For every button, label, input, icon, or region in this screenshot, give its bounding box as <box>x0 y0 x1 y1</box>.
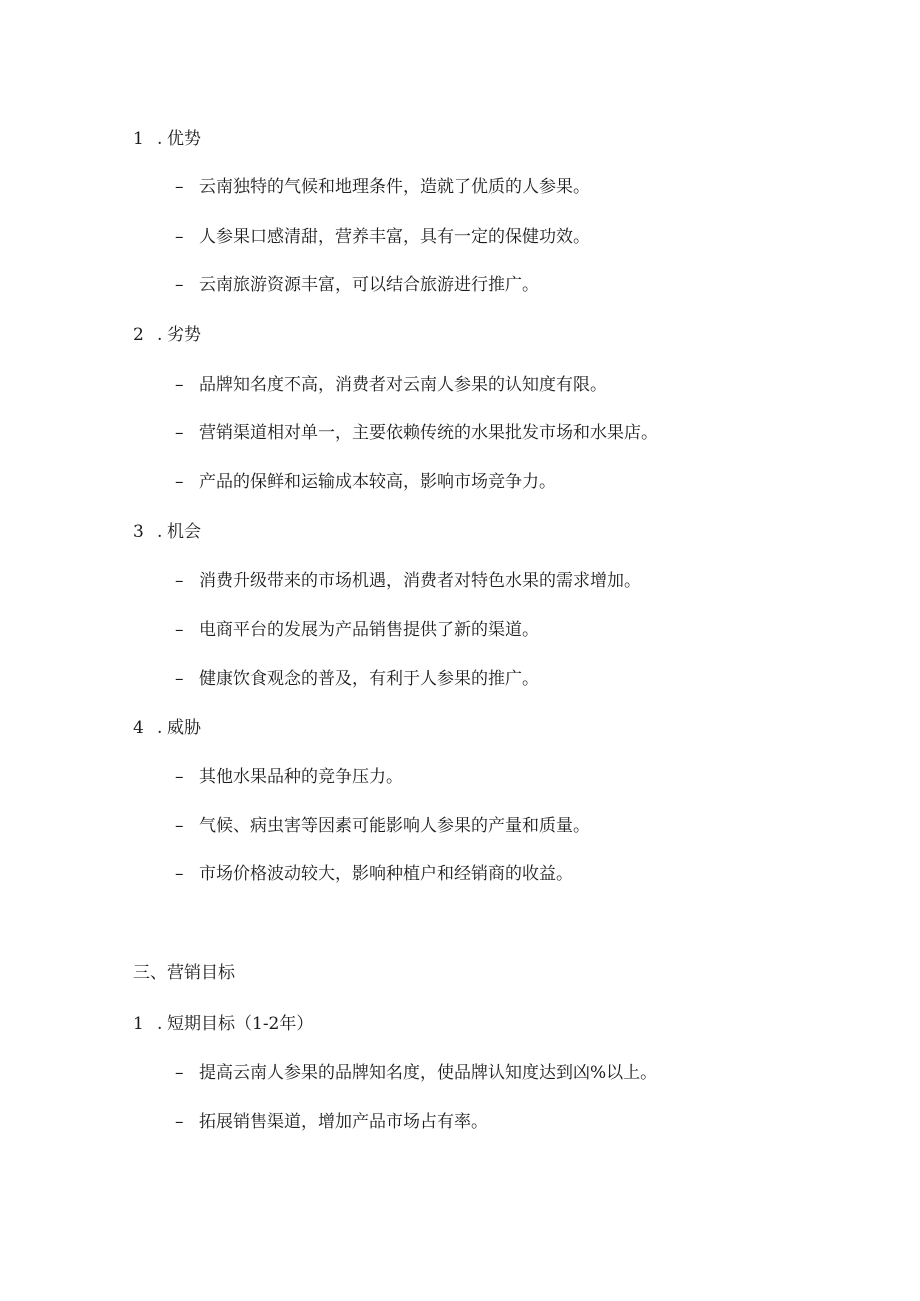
section-heading-opportunities <box>133 520 201 544</box>
dash-bullet: – <box>175 375 184 395</box>
dash-bullet: – <box>175 177 184 197</box>
dot: . <box>157 1014 163 1034</box>
list-item <box>175 225 590 249</box>
section-title: 优势 <box>167 129 201 149</box>
list-item-text: 市场价格波动较大，影响种植户和经销商的收益。 <box>199 864 573 884</box>
dash-bullet: – <box>175 571 184 591</box>
list-item <box>175 618 539 642</box>
dash-bullet: – <box>175 620 184 640</box>
dot: . <box>157 522 163 542</box>
list-item-text: 健康饮食观念的普及，有利于人参果的推广。 <box>199 669 539 689</box>
dot: . <box>157 129 163 149</box>
dash-bullet: – <box>175 767 184 787</box>
section-number: 3 <box>133 522 144 542</box>
list-item-text: 提高云南人参果的品牌知名度，使品牌认知度达到凶%以上。 <box>199 1063 658 1083</box>
section-number: 1 <box>133 129 144 149</box>
list-item-text: 云南独特的气候和地理条件，造就了优质的人参果。 <box>199 177 590 197</box>
list-item-text: 电商平台的发展为产品销售提供了新的渠道。 <box>199 620 539 640</box>
goal-heading <box>133 1012 313 1036</box>
list-item <box>175 667 539 691</box>
section-title: 机会 <box>167 522 201 542</box>
list-item <box>175 373 607 397</box>
dash-bullet: – <box>175 816 184 836</box>
goal-number: 1 <box>133 1014 144 1034</box>
list-item <box>175 470 556 494</box>
list-item-text: 品牌知名度不高，消费者对云南人参果的认知度有限。 <box>199 375 607 395</box>
part-heading: 三、营销目标 <box>133 963 235 983</box>
list-item-text: 产品的保鲜和运输成本较高，影响市场竞争力。 <box>199 472 556 492</box>
list-item <box>175 1110 488 1134</box>
section-title: 劣势 <box>167 325 201 345</box>
section-number: 2 <box>133 325 144 345</box>
list-item <box>175 421 658 445</box>
list-item <box>175 1061 657 1085</box>
list-item <box>175 814 590 838</box>
section-title: 威胁 <box>167 718 201 738</box>
dash-bullet: – <box>175 1112 184 1132</box>
section-number: 4 <box>133 718 144 738</box>
dash-bullet: – <box>175 864 184 884</box>
dash-bullet: – <box>175 227 184 247</box>
list-item-text: 人参果口感清甜，营养丰富，具有一定的保健功效。 <box>199 227 590 247</box>
list-item <box>175 273 539 297</box>
list-item <box>175 862 573 886</box>
list-item <box>175 765 403 789</box>
dot: . <box>157 718 163 738</box>
list-item-text: 营销渠道相对单一，主要依赖传统的水果批发市场和水果店。 <box>199 423 658 443</box>
list-item-text: 消费升级带来的市场机遇，消费者对特色水果的需求增加。 <box>199 571 641 591</box>
list-item-text: 其他水果品种的竞争压力。 <box>199 767 403 787</box>
list-item <box>175 569 641 593</box>
list-item-text: 气候、病虫害等因素可能影响人参果的产量和质量。 <box>199 816 590 836</box>
goal-title: 短期目标（1-2年） <box>167 1014 314 1034</box>
section-heading-weaknesses <box>133 323 201 347</box>
dot: . <box>157 325 163 345</box>
section-heading-strengths <box>133 127 201 151</box>
section-heading-threats <box>133 716 201 740</box>
dash-bullet: – <box>175 669 184 689</box>
list-item-text: 拓展销售渠道，增加产品市场占有率。 <box>199 1112 488 1132</box>
dash-bullet: – <box>175 275 184 295</box>
dash-bullet: – <box>175 472 184 492</box>
list-item-text: 云南旅游资源丰富，可以结合旅游进行推广。 <box>199 275 539 295</box>
dash-bullet: – <box>175 423 184 443</box>
dash-bullet: – <box>175 1063 184 1083</box>
list-item <box>175 175 590 199</box>
